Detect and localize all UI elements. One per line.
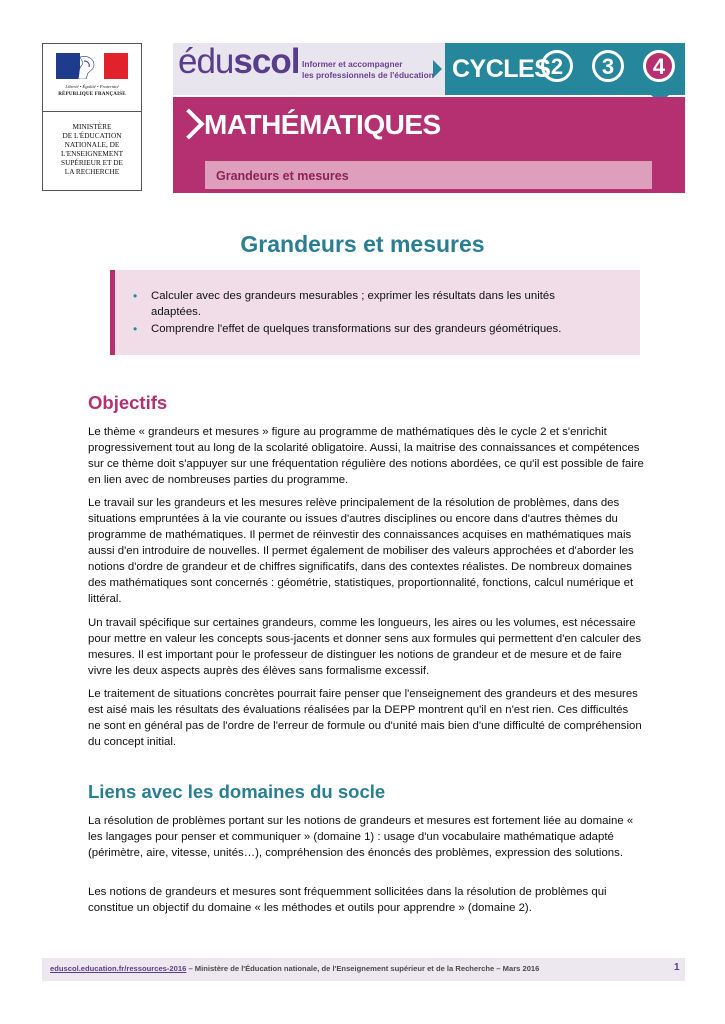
paragraph: Le traitement de situations concrètes pourrait faire penser que l'enseignement des grandeurs et des mesures est aisé mais les résultats des évaluations réalisées par la DEPP montrent qu'il en n'est rien. Ces difficultés ne sont en général pas de l'ordre de l'erreur de formule ou d'unité mais bien d'une difficulté de compréhension du concept initial. (88, 688, 642, 748)
tricolor-flag-icon (56, 53, 128, 79)
section-heading-objectifs: Objectifs (88, 392, 168, 413)
summary-list (115, 270, 640, 337)
marianne-profile-icon (74, 55, 104, 79)
paragraph: Un travail spécifique sur certaines grandeurs, comme les longueurs, les aires ou les volumes, est nécessaire pour mettre en valeur les concepts sous-jacents et donner sens aux formules qui permettent d'en calculer des mesures. Il est important pour le professeur de distinguer les notions de grandeur et de mesure et de faire vivre les deux aspects auprès des élèves sans formalisme excessif. (88, 617, 642, 677)
section-heading-liens-socle: Liens avec les domaines du socle (88, 781, 386, 802)
ministry-logo-block (42, 43, 142, 191)
summary-item: • Comprendre l'effet de quelques transformations sur des grandeurs géométriques. (151, 321, 581, 337)
cycles-label: CYCLES (452, 55, 551, 83)
footer-link[interactable]: eduscol.education.fr/ressources-2016 (50, 964, 187, 973)
ministry-name: MINISTÈRE DE L'ÉDUCATION NATIONALE, DE L'ENSEIGNEMENT SUPÉRIEUR ET DE LA RECHERCHE (60, 122, 124, 176)
devise-text: Liberté • Égalité • Fraternité (65, 84, 119, 89)
cycle-3-badge: 3 (592, 50, 624, 82)
footer-credit: – Ministère de l'Éducation nationale, de l'Enseignement supérieur et de la Recherche – Mars 2016 (186, 964, 540, 973)
summary-item: • Calculer avec des grandeurs mesurables ; exprimer les résultats dans les unités adaptées. (151, 288, 581, 320)
page-number: 1 (674, 962, 680, 973)
paragraph: La résolution de problèmes portant sur les notions de grandeurs et mesures est fortement liée au domaine « les langages pour penser et communiquer » (domaine 1) : usage d'un vocabulaire mathématique adapté (périmètre, aire, vitesse, unités…), compréhension des énoncés des problèmes, expression des solutions. (88, 815, 634, 859)
summary-box (110, 270, 640, 355)
subject-title: MATHÉMATIQUES (204, 109, 441, 140)
paragraph: Le thème « grandeurs et mesures » figure au programme de mathématiques dès le cycle 2 et s'enrichit progressivement tout au long de la scolarité obligatoire. Aussi, la maitrise des connaissances et compétences sur ce thème doit s'appuyer sur une fréquentation régulière des notions abordées, ce qu'il est possible de faire en lien avec de nombreuses parties du programme. (88, 426, 644, 486)
chevron-right-icon (433, 60, 442, 78)
eduscol-logo: éduscol (178, 42, 300, 81)
republique-francaise-text: RÉPUBLIQUE FRANÇAISE (58, 92, 126, 97)
footer-text (50, 964, 539, 973)
page-title: Grandeurs et mesures (240, 231, 485, 257)
eduscol-tagline: Informer et accompagner les professionnels de l'éducation (302, 59, 434, 80)
cycle-4-badge: 4 (643, 50, 675, 82)
marianne-logo (43, 44, 141, 112)
paragraph: Les notions de grandeurs et mesures sont fréquemment sollicitées dans la résolution de problèmes qui constitue un objectif du domaine « les méthodes et outils pour apprendre » (domaine 2). (88, 886, 607, 914)
subtopic-title: Grandeurs et mesures (216, 169, 349, 183)
paragraph: Le travail sur les grandeurs et les mesures relève principalement de la résolution de problèmes, dans des situations empruntées à la vie courante ou issues d'autres disciplines ou encore dans d'autres thèmes du programme de mathématiques. Il permet de réinvestir des connaissances acquises en mathématiques mais aussi d'en introduire de nouvelles. Il permet également de mobiliser des valeurs approchées et d'aborder les notions d'ordre de grandeur et de chiffres significatifs, dans des contextes réalistes. De nombreux domaines des mathématiques sont concernés : géométrie, statistiques, proportionnalité, fonctions, calcul numérique et littéral. (88, 497, 634, 605)
cycle-2-badge: 2 (541, 50, 573, 82)
